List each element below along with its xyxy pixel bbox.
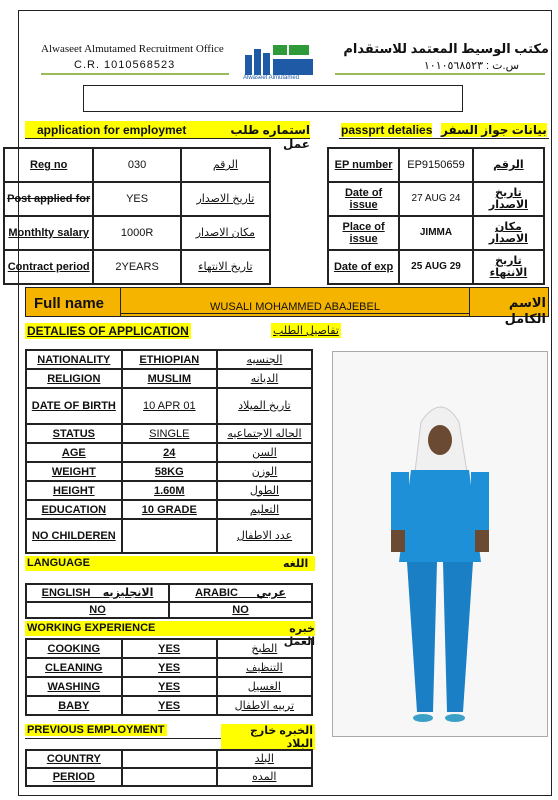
table-row bbox=[4, 250, 270, 284]
age-value: 24 bbox=[122, 443, 217, 462]
cr-number-ar: س.ت : ١٠١٠٥٦٨٥٢٣ bbox=[423, 60, 519, 72]
table-row bbox=[26, 519, 312, 553]
table-row bbox=[328, 250, 544, 284]
logo-text-en: Alwaseet Almutamed bbox=[243, 75, 300, 81]
children-label-ar: عدد الاطفال bbox=[217, 519, 312, 553]
passport-title-ar: بيانات جواز السفر bbox=[441, 123, 547, 137]
dob-label: DATE OF BIRTH bbox=[26, 388, 122, 424]
cr-number-en: C.R. 1010568523 bbox=[74, 59, 176, 71]
table-row bbox=[4, 216, 270, 250]
experience-title-en: WORKING EXPERIENCE bbox=[27, 622, 156, 634]
details-table bbox=[25, 349, 313, 554]
age-label: AGE bbox=[26, 443, 122, 462]
country-value bbox=[122, 750, 217, 768]
issue-date-value: 27 AUG 24 bbox=[399, 182, 473, 216]
table-row bbox=[328, 182, 544, 216]
issue-place-label-ar: مكان الاصدار bbox=[473, 216, 544, 250]
baby-label-ar: تربيه الاطفال bbox=[217, 696, 312, 715]
salary-label-ar: مكان الاصدار bbox=[181, 216, 270, 250]
previous-title-bar bbox=[25, 723, 315, 750]
cooking-value: YES bbox=[122, 639, 217, 658]
table-row bbox=[4, 182, 270, 216]
exp-date-value: 25 AUG 29 bbox=[399, 250, 473, 284]
religion-label-ar: الديانه bbox=[217, 369, 312, 388]
height-value: 1.60M bbox=[122, 481, 217, 500]
header-rule-left bbox=[41, 73, 229, 75]
table-row bbox=[26, 696, 312, 715]
reg-no-label: Reg no bbox=[4, 148, 93, 182]
issue-date-label-ar: تاريخ الاصدار bbox=[473, 182, 544, 216]
table-row bbox=[4, 148, 270, 182]
arabic-label: ARABIC bbox=[195, 587, 238, 599]
weight-label: WEIGHT bbox=[26, 462, 122, 481]
status-value: SINGLE bbox=[122, 424, 217, 443]
passport-title-bar bbox=[339, 121, 549, 139]
experience-table bbox=[25, 638, 313, 716]
period-label-ar: المده bbox=[217, 768, 312, 786]
issue-place-value: JIMMA bbox=[399, 216, 473, 250]
english-label-ar: الانجليزيه bbox=[102, 587, 154, 599]
language-table bbox=[25, 583, 313, 619]
period-label: PERIOD bbox=[26, 768, 122, 786]
english-header bbox=[26, 584, 169, 602]
children-label: NO CHILDEREN bbox=[26, 519, 122, 553]
post-applied-value: YES bbox=[93, 182, 180, 216]
cooking-label: COOKING bbox=[26, 639, 122, 658]
language-title-en: LANGUAGE bbox=[27, 557, 90, 569]
height-label: HEIGHT bbox=[26, 481, 122, 500]
application-title-ar: استماره طلب عمل bbox=[230, 123, 310, 151]
table-row bbox=[26, 602, 312, 618]
education-label: EDUCATION bbox=[26, 500, 122, 519]
contract-label-ar: تاريخ الانتهاء bbox=[181, 250, 270, 284]
cleaning-label-ar: التنظيف bbox=[217, 658, 312, 677]
applicant-figure-icon bbox=[333, 352, 548, 737]
dob-label-ar: تاريخ الميلاد bbox=[217, 388, 312, 424]
passport-title-en: passprt detalies bbox=[341, 123, 433, 137]
religion-value: MUSLIM bbox=[122, 369, 217, 388]
application-title-bar bbox=[25, 121, 310, 151]
office-name-ar: مكتب الوسيط المعتمد للاستقدام bbox=[343, 41, 549, 56]
fullname-value-box bbox=[120, 288, 470, 316]
cooking-label-ar: الطبخ bbox=[217, 639, 312, 658]
table-row bbox=[26, 481, 312, 500]
table-row bbox=[26, 462, 312, 481]
header-rule-right bbox=[335, 73, 545, 75]
weight-value: 58KG bbox=[122, 462, 217, 481]
education-label-ar: التعليم bbox=[217, 500, 312, 519]
washing-value: YES bbox=[122, 677, 217, 696]
details-title-en: DETALIES OF APPLICATION bbox=[27, 324, 189, 338]
table-row bbox=[26, 388, 312, 424]
office-name-en: Alwaseet Almutamed Recruitment Office bbox=[41, 43, 224, 55]
office-logo bbox=[239, 37, 329, 83]
previous-title-ar: الخبره خارج البلاد bbox=[221, 724, 315, 750]
table-row bbox=[26, 500, 312, 519]
blank-header-box bbox=[83, 85, 463, 112]
height-label-ar: الطول bbox=[217, 481, 312, 500]
salary-label: Monthlty salary bbox=[4, 216, 93, 250]
nationality-value: ETHIOPIAN bbox=[122, 350, 217, 369]
post-applied-label-ar: تاريخ الاصدار bbox=[181, 182, 270, 216]
application-title-en: application for employmet bbox=[37, 123, 187, 137]
contract-label: Contract period bbox=[4, 250, 93, 284]
country-label: COUNTRY bbox=[26, 750, 122, 768]
table-row bbox=[26, 639, 312, 658]
previous-title-en: PREVIOUS EMPLOYMENT bbox=[27, 724, 165, 736]
nationality-label-ar: الجنسيه bbox=[217, 350, 312, 369]
ep-number-value: EP9150659 bbox=[399, 148, 473, 182]
post-applied-label: Post applied for bbox=[4, 182, 93, 216]
passport-table bbox=[327, 147, 545, 285]
baby-label: BABY bbox=[26, 696, 122, 715]
previous-table bbox=[25, 749, 313, 787]
fullname-label-en: Full name bbox=[34, 295, 105, 312]
washing-label-ar: الغسيل bbox=[217, 677, 312, 696]
fullname-bar bbox=[25, 287, 549, 326]
contract-value: 2YEARS bbox=[93, 250, 180, 284]
religion-label: RELIGION bbox=[26, 369, 122, 388]
table-row bbox=[26, 424, 312, 443]
table-row bbox=[26, 350, 312, 369]
reg-no-label-ar: الرقم bbox=[181, 148, 270, 182]
ep-number-label-ar: الرقم bbox=[473, 148, 544, 182]
table-row bbox=[26, 658, 312, 677]
experience-title-bar bbox=[25, 621, 315, 648]
table-row bbox=[328, 148, 544, 182]
nationality-label: NATIONALITY bbox=[26, 350, 122, 369]
reg-no-value: 030 bbox=[93, 148, 180, 182]
baby-value: YES bbox=[122, 696, 217, 715]
application-info-table bbox=[3, 147, 271, 285]
washing-label: WASHING bbox=[26, 677, 122, 696]
table-row bbox=[26, 443, 312, 462]
education-value: 10 GRADE bbox=[122, 500, 217, 519]
language-title-bar bbox=[25, 556, 315, 571]
application-form-page bbox=[7, 10, 552, 796]
salary-value: 1000R bbox=[93, 216, 180, 250]
table-row bbox=[328, 216, 544, 250]
dob-value: 10 APR 01 bbox=[122, 388, 217, 424]
applicant-photo bbox=[332, 351, 548, 737]
english-value: NO bbox=[26, 602, 169, 618]
english-label: ENGLISH bbox=[41, 587, 91, 599]
arabic-label-ar: عربي bbox=[256, 587, 286, 599]
language-title-ar: اللغه bbox=[283, 558, 309, 570]
period-value bbox=[122, 768, 217, 786]
age-label-ar: السن bbox=[217, 443, 312, 462]
arabic-value: NO bbox=[169, 602, 312, 618]
details-title-ar: تفاصيل الطلب bbox=[273, 325, 339, 337]
country-label-ar: البلد bbox=[217, 750, 312, 768]
weight-label-ar: الوزن bbox=[217, 462, 312, 481]
experience-title-ar: خبره العمل bbox=[283, 623, 315, 648]
cleaning-label: CLEANING bbox=[26, 658, 122, 677]
table-row bbox=[26, 768, 312, 786]
table-row bbox=[26, 677, 312, 696]
ep-number-label: EP number bbox=[328, 148, 399, 182]
fullname-label-ar: الاسم الكامل bbox=[504, 295, 546, 326]
table-row bbox=[26, 369, 312, 388]
children-value bbox=[122, 519, 217, 553]
exp-date-label: Date of exp bbox=[328, 250, 399, 284]
arabic-header bbox=[169, 584, 312, 602]
fullname-value: WUSALI MOHAMMED ABAJEBEL bbox=[121, 301, 469, 314]
exp-date-label-ar: تاريخ الانتهاء bbox=[473, 250, 544, 284]
table-row bbox=[26, 584, 312, 602]
status-label-ar: الحاله الاجتماعيه bbox=[217, 424, 312, 443]
status-label: STATUS bbox=[26, 424, 122, 443]
cleaning-value: YES bbox=[122, 658, 217, 677]
table-row bbox=[26, 750, 312, 768]
issue-place-label: Place of issue bbox=[328, 216, 399, 250]
issue-date-label: Date of issue bbox=[328, 182, 399, 216]
